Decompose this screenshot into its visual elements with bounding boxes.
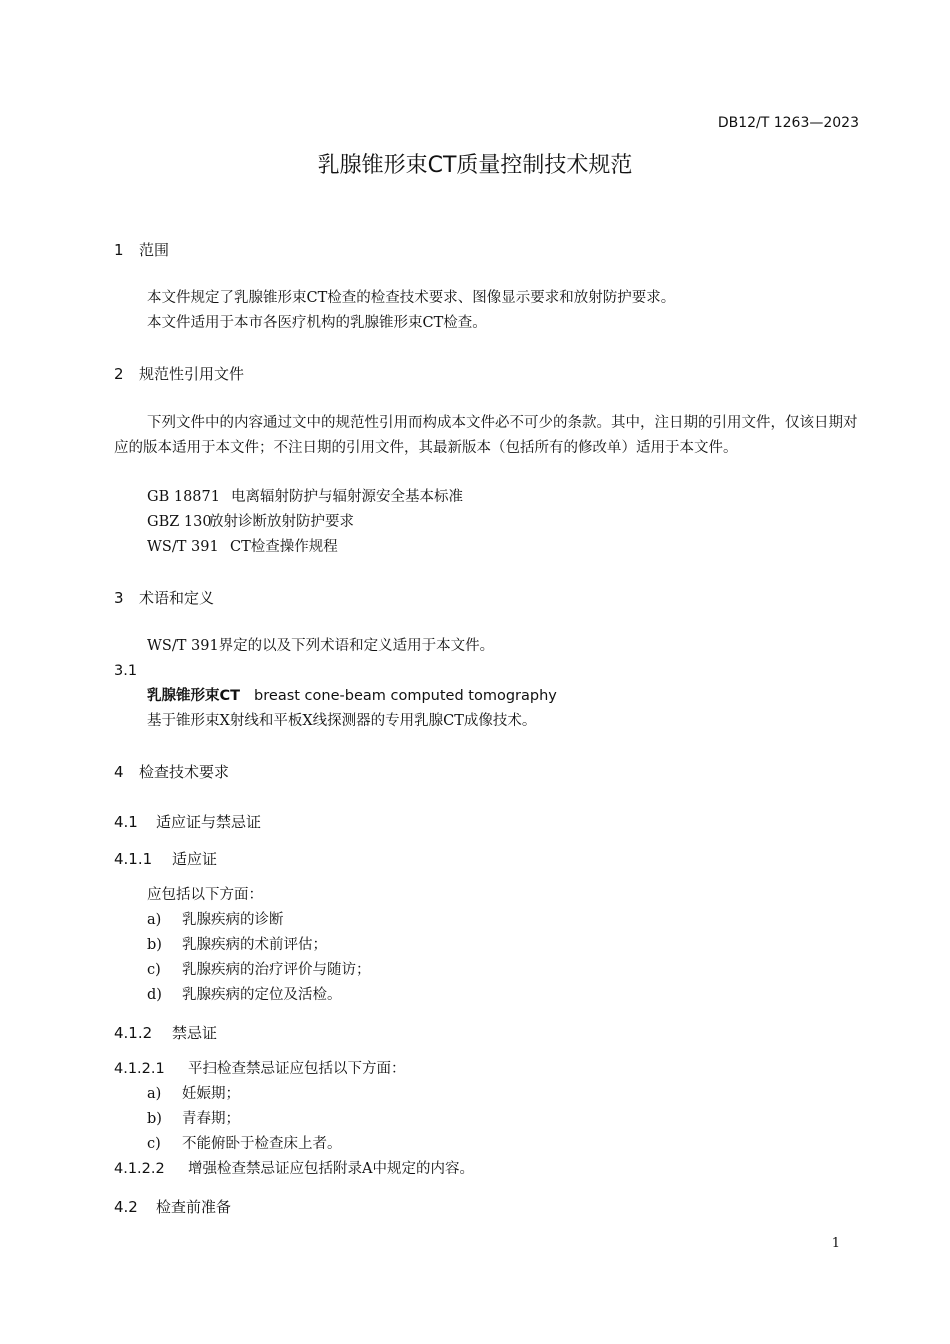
reference-item — [147, 485, 463, 510]
subsection-number: 4.1 — [114, 813, 138, 831]
clause-text: 平扫检查禁忌证应包括以下方面： — [188, 1061, 406, 1077]
list-marker: b) — [147, 1111, 162, 1127]
reference-title: CT检查操作规程 — [230, 539, 338, 555]
subsection-heading-indications — [114, 848, 217, 869]
list-item — [147, 1082, 240, 1107]
section-title: 范围 — [139, 241, 170, 259]
list-text: 乳腺疾病的定位及活检。 — [182, 987, 342, 1003]
clause — [114, 1157, 474, 1182]
subsection-title: 禁忌证 — [172, 1024, 218, 1042]
section-heading-scope — [114, 239, 169, 260]
list-text: 妊娠期； — [182, 1086, 240, 1102]
page-number: 1 — [831, 1236, 840, 1251]
subsection-number: 4.2 — [114, 1198, 138, 1216]
subsection-title: 适应证与禁忌证 — [156, 813, 262, 831]
list-item — [147, 933, 327, 958]
list-text: 乳腺疾病的治疗评价与随访； — [182, 962, 371, 978]
reference-item — [147, 535, 338, 560]
term-english: breast cone-beam computed tomography — [254, 688, 557, 704]
list-text: 乳腺疾病的术前评估； — [182, 937, 327, 953]
paragraph: 本文件适用于本市各医疗机构的乳腺锥形束CT检查。 — [147, 315, 487, 331]
subsection-title: 检查前准备 — [156, 1198, 232, 1216]
list-marker: a) — [147, 1086, 162, 1102]
subsection-number: 4.1.2 — [114, 1024, 153, 1042]
paragraph: 应包括以下方面： — [147, 887, 263, 903]
section-number: 4 — [114, 763, 124, 781]
subsection-heading-preparation — [114, 1196, 231, 1217]
list-marker: b) — [147, 937, 162, 953]
section-heading-normative-references — [114, 363, 244, 384]
reference-code: GBZ 130 — [147, 514, 212, 530]
reference-title: 电离辐射防护与辐射源安全基本标准 — [231, 489, 463, 505]
list-item — [147, 1132, 342, 1157]
clause-number: 4.1.2.1 — [114, 1061, 165, 1077]
clause-number: 4.1.2.2 — [114, 1161, 165, 1177]
list-item — [147, 908, 284, 933]
list-text: 乳腺疾病的诊断 — [182, 912, 284, 928]
list-marker: d) — [147, 987, 162, 1003]
section-number: 1 — [114, 241, 124, 259]
section-title: 检查技术要求 — [139, 763, 230, 781]
list-item — [147, 958, 371, 983]
section-title: 规范性引用文件 — [139, 365, 245, 383]
reference-item — [147, 510, 354, 535]
section-number: 3 — [114, 589, 124, 607]
list-text: 不能俯卧于检查床上者。 — [182, 1136, 342, 1152]
list-marker: c) — [147, 1136, 161, 1152]
subsection-title: 适应证 — [172, 850, 218, 868]
subsection-heading-indications-contraindications — [114, 811, 261, 832]
term-heading — [147, 684, 557, 709]
section-number: 2 — [114, 365, 124, 383]
term-definition: 基于锥形束X射线和平板X线探测器的专用乳腺CT成像技术。 — [147, 713, 537, 729]
reference-code: WS/T 391 — [147, 539, 219, 555]
term-number: 3.1 — [114, 663, 138, 679]
section-heading-terms — [114, 587, 214, 608]
paragraph: 下列文件中的内容通过文中的规范性引用而构成本文件必不可少的条款。其中，注日期的引用文件，仅该日期对应的版本适用于本文件；不注日期的引用文件，其最新版本（包括所有的修改单）适用于本文件。 — [114, 415, 858, 456]
list-item — [147, 1107, 240, 1132]
paragraph: 本文件规定了乳腺锥形束CT检查的检查技术要求、图像显示要求和放射防护要求。 — [147, 290, 676, 306]
clause-text: 增强检查禁忌证应包括附录A中规定的内容。 — [188, 1161, 474, 1177]
clause — [114, 1057, 406, 1082]
reference-code: GB 18871 — [147, 489, 220, 505]
reference-title: 放射诊断放射防护要求 — [209, 514, 354, 530]
list-text: 青春期； — [182, 1111, 240, 1127]
document-title: 乳腺锥形束CT质量控制技术规范 — [317, 153, 633, 178]
list-item — [147, 983, 342, 1008]
list-marker: c) — [147, 962, 161, 978]
list-marker: a) — [147, 912, 162, 928]
paragraph: WS/T 391界定的以及下列术语和定义适用于本文件。 — [147, 638, 495, 654]
section-heading-examination-requirements — [114, 761, 229, 782]
term-chinese: 乳腺锥形束CT — [147, 688, 241, 704]
section-title: 术语和定义 — [139, 589, 215, 607]
subsection-number: 4.1.1 — [114, 850, 153, 868]
document-code: DB12/T 1263—2023 — [717, 115, 859, 131]
subsection-heading-contraindications — [114, 1022, 217, 1043]
